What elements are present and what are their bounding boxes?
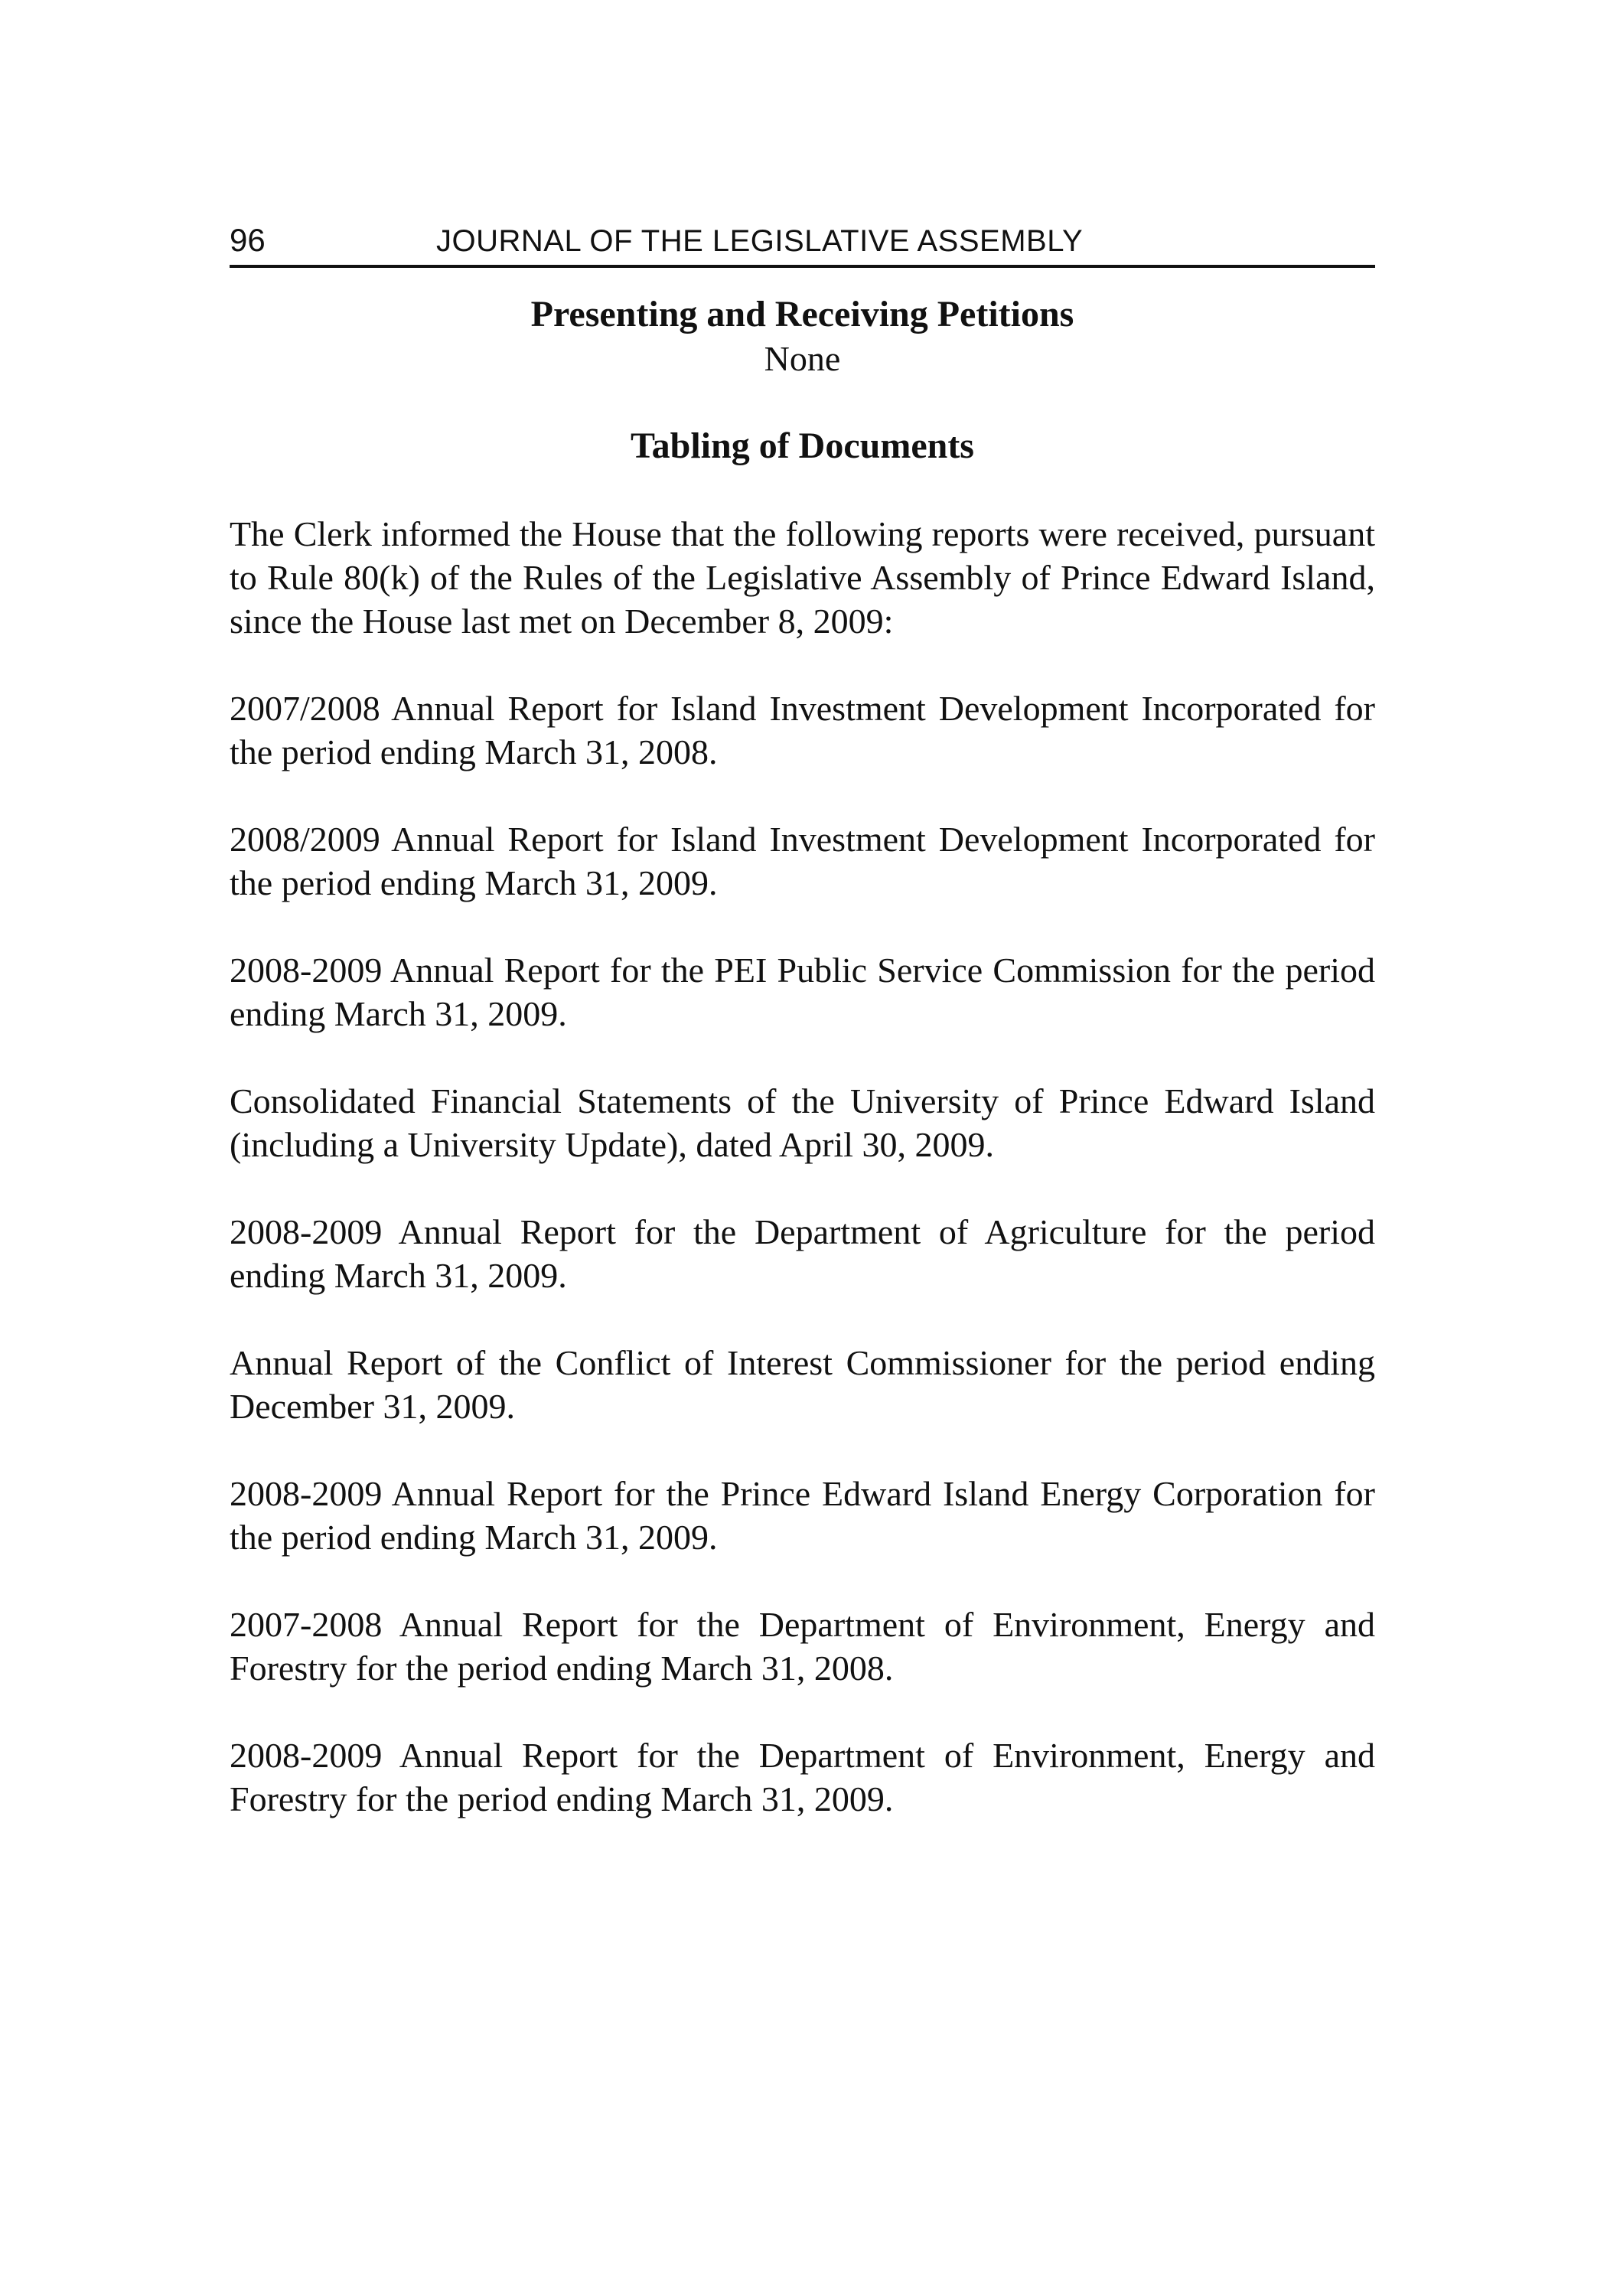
report-item: 2007-2008 Annual Report for the Department of Environment, Energy and Forestry for the period ending March 31, 2008.: [230, 1605, 1375, 1688]
tabling-intro-paragraph: The Clerk informed the House that the following reports were received, pursuant to Rule 80(k) of the Rules of the Legislative Assembly of Prince Edward Island, since the House last met on December 8, 2009:: [230, 514, 1375, 641]
running-header: [230, 222, 1375, 268]
report-item: 2008-2009 Annual Report for the Department of Environment, Energy and Forestry for the period ending March 31, 2009.: [230, 1736, 1375, 1818]
report-item: 2008-2009 Annual Report for the PEI Public Service Commission for the period ending March 31, 2009.: [230, 951, 1375, 1033]
report-item: 2008/2009 Annual Report for Island Investment Development Incorporated for the period ending March 31, 2009.: [230, 820, 1375, 902]
report-item: Consolidated Financial Statements of the University of Prince Edward Island (including a University Update), dated April 30, 2009.: [230, 1081, 1375, 1164]
journal-title: JOURNAL OF THE LEGISLATIVE ASSEMBLY: [436, 224, 1084, 258]
petitions-note: None: [764, 339, 841, 378]
report-item: 2008-2009 Annual Report for the Prince Edward Island Energy Corporation for the period ending March 31, 2009.: [230, 1474, 1375, 1557]
report-item: 2008-2009 Annual Report for the Department of Agriculture for the period ending March 31, 2009.: [230, 1212, 1375, 1295]
petitions-heading: Presenting and Receiving Petitions: [530, 294, 1074, 334]
page-number: 96: [230, 222, 266, 258]
tabling-heading: Tabling of Documents: [631, 426, 974, 466]
report-list: [230, 687, 1375, 1821]
report-item: Annual Report of the Conflict of Interest Commissioner for the period ending December 31, 2009.: [230, 1343, 1375, 1426]
journal-page: [230, 222, 1375, 1821]
report-item: 2007/2008 Annual Report for Island Investment Development Incorporated for the period ending March 31, 2008.: [230, 689, 1375, 771]
